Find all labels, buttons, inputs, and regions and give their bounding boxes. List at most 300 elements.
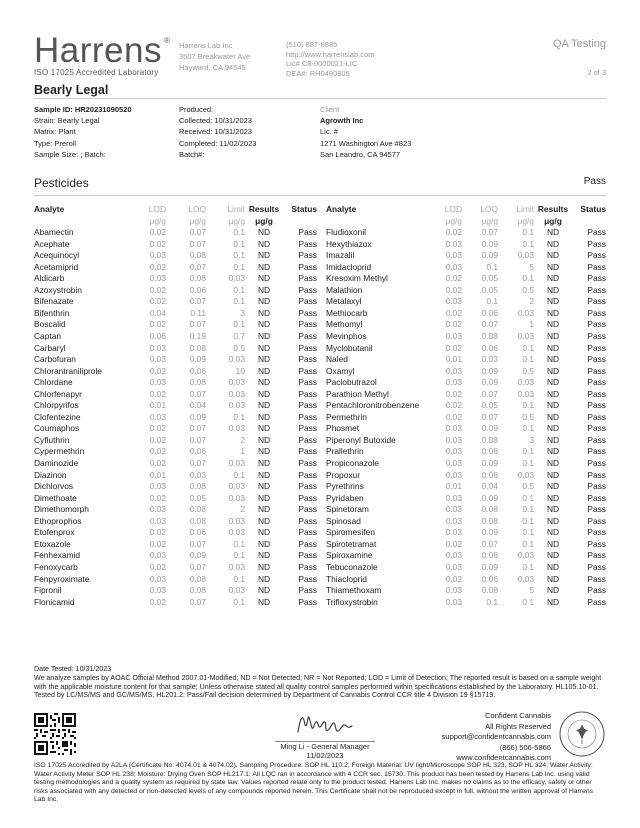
loq-cell: 0.07 [189,596,206,607]
logo-subtitle: ISO 17025 Accredited Laboratory [34,68,159,77]
lod-cell: 0.03 [149,354,166,365]
status-cell: Pass [587,423,606,434]
status-cell: Pass [587,250,606,261]
limit-cell: 0.03 [228,377,245,388]
limit-cell: 2 [240,504,245,515]
analyte-cell: Etoxazole [34,538,71,549]
limit-cell: 0.1 [522,446,534,457]
limit-cell: 0.1 [233,469,245,480]
section-title: Pesticides [34,176,89,190]
table-row [326,562,606,574]
analyte-cell: Acequinocyl [34,250,80,261]
lod-cell: 0.03 [445,434,462,445]
status-cell: Pass [298,365,317,376]
unit: μg/g [544,215,562,226]
status-cell: Pass [587,354,606,365]
status-cell: Pass [298,469,317,480]
pesticides-table-left [34,204,317,608]
confident-cannabis-seal-icon [558,710,606,758]
analyte-cell: Aldicarb [34,273,65,284]
lod-header: LOD [148,204,166,214]
table-row [34,227,317,239]
client-address-2: San Leandro, CA 94577 [320,149,401,159]
sign-date: 11/02/2023 [306,751,344,760]
limit-cell: 0.1 [522,400,534,411]
lod-cell: 0.03 [149,585,166,596]
result-cell: ND [257,423,271,434]
result-cell: ND [546,492,560,503]
dates-info [179,104,256,160]
unit: μg/g [481,215,498,226]
loq-cell: 0.07 [481,538,498,549]
limit-cell: 0.1 [522,538,534,549]
result-cell: ND [257,515,271,526]
analyte-cell: Dimethoate [34,492,77,503]
lab-name: Harrens Lab Inc [179,41,233,50]
lod-cell: 0.03 [445,504,462,515]
result-cell: ND [257,365,271,376]
unit: μg/g [517,215,534,226]
loq-header: LOQ [480,204,498,214]
status-cell: Pass [587,284,606,295]
lab-phone: (510) 887-8885 [286,40,338,49]
table-row [326,389,606,401]
method-notes: We analyze samples by AOAC Official Method 2007.01-Modified; ND = Not Detected; NR = Not Reported; LOD = Limit of Detection; The reported result is based on a sample weight with the applicable moisture content for that sample; Unless otherwise stated all quality control samples performed within specifications established by the Laboratory. HL105.10-01. Tested by LC/MS/MS and GC/MS/MS, HL201.2. Pass/Fail decision determined by Department of Cannabis Control CCR title 4 Division 19 §15719. [34,673,602,700]
loq-cell: 0.07 [481,227,498,238]
result-cell: ND [257,458,271,469]
loq-cell: 0.07 [189,434,206,445]
result-cell: ND [257,307,271,318]
status-cell: Pass [298,446,317,457]
loq-cell: 0.09 [481,561,498,572]
status-cell: Pass [587,331,606,342]
limit-cell: 5 [529,585,534,596]
status-cell: Pass [298,342,317,353]
status-cell: Pass [298,504,317,515]
limit-cell: 1 [529,319,534,330]
analyte-cell: Parathion Methyl [326,388,389,399]
table-row [34,504,317,516]
table-row [326,285,606,297]
lab-city: Hayward, CA 94545 [179,63,246,72]
lod-cell: 0.03 [445,365,462,376]
status-cell: Pass [587,573,606,584]
loq-cell: 0.06 [481,573,498,584]
lod-cell: 0.02 [149,284,166,295]
limit-cell: 0.1 [522,596,534,607]
result-cell: ND [546,273,560,284]
result-cell: ND [257,446,271,457]
analyte-cell: Phosmet [326,423,360,434]
limit-cell: 0.03 [228,527,245,538]
status-cell: Pass [298,250,317,261]
lab-address [179,40,250,73]
units-row [34,216,317,228]
harrens-logo [34,31,174,77]
result-cell: ND [546,319,560,330]
limit-cell: 0.5 [233,342,245,353]
status-cell: Pass [587,515,606,526]
loq-cell: 0.1 [486,596,498,607]
loq-cell: 0.09 [189,354,206,365]
loq-cell: 0.06 [189,527,206,538]
result-cell: ND [257,538,271,549]
analyte-cell: Clofentezine [34,411,81,422]
loq-cell: 0.07 [481,388,498,399]
analyte-cell: Spinetoram [326,504,369,515]
result-cell: ND [546,561,560,572]
result-cell: ND [546,261,560,272]
result-cell: ND [546,296,560,307]
result-cell: ND [257,469,271,480]
lod-cell: 0.02 [149,388,166,399]
lod-cell: 0.02 [149,365,166,376]
analyte-cell: Carbaryl [34,342,66,353]
loq-cell: 0.09 [189,550,206,561]
limit-cell: 0.03 [228,423,245,434]
table-row [34,273,317,285]
lod-cell: 0.02 [149,492,166,503]
result-cell: ND [257,434,271,445]
client-info [320,104,411,160]
lod-cell: 0.02 [149,319,166,330]
cc-name: Confident Cannabis [485,711,551,720]
analyte-cell: Malathion [326,284,363,295]
loq-cell: 0.08 [189,573,206,584]
analyte-cell: Ethoprophos [34,515,82,526]
report-header [34,30,606,82]
lod-cell: 0.02 [149,423,166,434]
status-cell: Pass [298,354,317,365]
lod-cell: 0.02 [445,400,462,411]
table-row [34,262,317,274]
cc-email[interactable]: support@confidentcannabis.com [441,732,551,741]
cc-phone: (866) 506-5866 [499,742,551,752]
table-row [326,539,606,551]
table-row [34,562,317,574]
result-cell: ND [546,227,560,238]
lod-cell: 0.01 [445,481,462,492]
result-cell: ND [257,342,271,353]
status-cell: Pass [298,331,317,342]
limit-cell: 0.1 [233,250,245,261]
loq-cell: 0.09 [481,458,498,469]
result-cell: ND [257,561,271,572]
loq-cell: 0.08 [189,515,206,526]
lod-cell: 0.03 [149,377,166,388]
table-row [34,296,317,308]
lod-cell: 0.03 [445,561,462,572]
lod-cell: 0.02 [445,538,462,549]
table-row [34,446,317,458]
table-row [326,423,606,435]
limit-cell: 0.1 [522,354,534,365]
status-cell: Pass [298,585,317,596]
strain: Strain: Bearly Legal [34,116,100,126]
lod-cell: 0.03 [445,596,462,607]
status-cell: Pass [298,573,317,584]
result-cell: ND [257,550,271,561]
lod-cell: 0.03 [149,342,166,353]
loq-cell: 0.08 [481,469,498,480]
table-row [34,331,317,343]
status-cell: Pass [298,538,317,549]
type: Type: Preroll [34,138,77,148]
loq-cell: 0.09 [481,377,498,388]
lod-cell: 0.03 [445,423,462,434]
loq-cell: 0.08 [189,481,206,492]
status-cell: Pass [298,388,317,399]
qr-code[interactable] [34,713,76,755]
table-row [34,239,317,251]
limit-cell: 0.1 [522,227,534,238]
loq-cell: 0.07 [189,538,206,549]
table-row [34,412,317,424]
limit-cell: 0.1 [522,515,534,526]
lod-cell: 0.03 [445,261,462,272]
table-row [34,585,317,597]
analyte-cell: Coumaphos [34,423,80,434]
status-cell: Pass [587,238,606,249]
result-cell: ND [257,388,271,399]
status-cell: Pass [298,561,317,572]
limit-cell: 0.1 [522,527,534,538]
result-cell: ND [257,411,271,422]
status-header: Status [580,204,606,214]
results-header: Results [537,204,569,214]
analyte-cell: Azoxystrobin [34,284,82,295]
analyte-cell: Diazinon [34,469,67,480]
result-cell: ND [257,596,271,607]
table-row [326,412,606,424]
lab-website[interactable]: http://www.harrenslab.com [286,49,375,59]
table-row [34,285,317,297]
lod-cell: 0.03 [445,527,462,538]
table-row [326,296,606,308]
limit-cell: 5 [529,261,534,272]
lod-cell: 0.02 [149,596,166,607]
analyte-cell: Methomyl [326,319,363,330]
qa-testing-label: QA Testing [553,38,606,50]
analyte-cell: Etofenprox [34,527,75,538]
analyte-cell: Carbofuran [34,354,76,365]
unit: μg/g [189,215,206,226]
lod-cell: 0.02 [149,446,166,457]
result-cell: ND [546,388,560,399]
result-cell: ND [257,377,271,388]
loq-cell: 0.08 [189,342,206,353]
status-cell: Pass [298,319,317,330]
result-cell: ND [257,585,271,596]
table-row [326,470,606,482]
loq-cell: 0.06 [481,307,498,318]
status-cell: Pass [587,411,606,422]
limit-cell: 3 [529,434,534,445]
limit-cell: 0.1 [233,261,245,272]
lod-cell: 0.02 [445,307,462,318]
result-cell: ND [257,261,271,272]
analyte-cell: Piperonyl Butoxide [326,434,396,445]
table-row [326,585,606,597]
analyte-cell: Daminozide [34,458,79,469]
analyte-cell: Cyfluthrin [34,434,70,445]
analyte-cell: Spinosad [326,515,361,526]
result-cell: ND [257,284,271,295]
status-cell: Pass [298,550,317,561]
table-row [326,331,606,343]
loq-cell: 0.05 [189,492,206,503]
limit-cell: 0.1 [522,342,534,353]
lod-cell: 0.03 [445,250,462,261]
analyte-cell: Pyridaben [326,492,364,503]
loq-cell: 0.05 [481,273,498,284]
result-cell: ND [257,331,271,342]
loq-cell: 0.09 [481,365,498,376]
table-row [34,481,317,493]
received: Received: 10/31/2023 [179,127,252,137]
loq-cell: 0.08 [481,504,498,515]
analyte-cell: Propiconazole [326,458,380,469]
analyte-cell: Chlorantraniliprole [34,365,102,376]
loq-cell: 0.08 [189,585,206,596]
result-cell: ND [546,458,560,469]
analyte-cell: Cypermethrin [34,446,85,457]
limit-cell: 0.03 [228,273,245,284]
limit-cell: 0.1 [233,319,245,330]
limit-cell: 0.5 [522,411,534,422]
signature-block [265,710,385,760]
result-cell: ND [257,250,271,261]
table-row [326,550,606,562]
result-cell: ND [546,515,560,526]
lod-cell: 0.03 [445,458,462,469]
status-cell: Pass [587,365,606,376]
lod-cell: 0.02 [149,458,166,469]
analyte-cell: Paclobutrazol [326,377,377,388]
loq-cell: 0.06 [189,446,206,457]
limit-cell: 0.03 [228,561,245,572]
lod-cell: 0.02 [149,527,166,538]
loq-cell: 0.1 [486,261,498,272]
produced: Produced: [179,105,214,114]
analyte-cell: Kresoxim Methyl [326,273,388,284]
lod-cell: 0.02 [445,573,462,584]
loq-cell: 0.09 [481,492,498,503]
result-cell: ND [546,238,560,249]
status-cell: Pass [298,261,317,272]
lod-cell: 0.03 [445,492,462,503]
limit-cell: 0.03 [228,400,245,411]
limit-cell: 0.1 [522,492,534,503]
limit-cell: 0.1 [233,238,245,249]
table-row [326,308,606,320]
table-row [34,250,317,262]
unit: μg/g [149,215,166,226]
cc-website[interactable]: www.confidentcannabis.com [456,753,551,762]
result-cell: ND [546,250,560,261]
result-cell: ND [546,538,560,549]
limit-header: Limit [227,204,245,214]
loq-cell: 0.04 [481,481,498,492]
loq-cell: 0.03 [481,354,498,365]
loq-cell: 0.08 [481,446,498,457]
loq-cell: 0.07 [481,411,498,422]
status-cell: Pass [587,538,606,549]
lod-cell: 0.03 [149,250,166,261]
lod-cell: 0.02 [149,261,166,272]
result-cell: ND [546,354,560,365]
lod-cell: 0.02 [445,284,462,295]
status-cell: Pass [298,527,317,538]
lod-cell: 0.03 [149,573,166,584]
loq-cell: 0.03 [189,469,206,480]
result-cell: ND [546,446,560,457]
table-row [34,516,317,528]
result-cell: ND [546,400,560,411]
loq-cell: 0.07 [189,458,206,469]
lod-cell: 0.02 [445,342,462,353]
matrix: Matrix: Plant [34,127,76,137]
lod-cell: 0.03 [445,377,462,388]
loq-cell: 0.07 [189,238,206,249]
analyte-cell: Acephate [34,238,70,249]
batch: Batch#: [179,149,205,159]
status-cell: Pass [587,492,606,503]
table-row [326,239,606,251]
result-cell: ND [257,400,271,411]
test-notes [34,665,606,700]
limit-cell: 0.03 [517,388,534,399]
status-cell: Pass [298,423,317,434]
loq-cell: 0.08 [481,585,498,596]
status-cell: Pass [587,596,606,607]
analyte-cell: Acetamiprid [34,261,79,272]
lod-cell: 0.03 [445,446,462,457]
loq-cell: 0.1 [486,296,498,307]
status-cell: Pass [587,481,606,492]
analyte-cell: Tebuconazole [326,561,378,572]
status-cell: Pass [298,596,317,607]
status-cell: Pass [587,561,606,572]
result-cell: ND [546,411,560,422]
limit-cell: 0.5 [522,284,534,295]
limit-cell: 0.1 [233,573,245,584]
section-status: Pass [583,176,606,187]
limit-cell: 0.1 [233,296,245,307]
table-row [326,493,606,505]
limit-cell: 0.03 [517,331,534,342]
lod-cell: 0.03 [149,504,166,515]
analyte-cell: Imidacloprid [326,261,372,272]
lod-cell: 0.02 [445,388,462,399]
lod-cell: 0.03 [445,550,462,561]
result-cell: ND [257,354,271,365]
analyte-cell: Captan [34,331,62,342]
table-row [326,366,606,378]
loq-header: LOQ [188,204,206,214]
lod-cell: 0.02 [149,561,166,572]
lod-cell: 0.02 [445,411,462,422]
table-header-row [326,204,606,216]
loq-cell: 0.09 [189,411,206,422]
limit-cell: 0.03 [517,469,534,480]
analyte-cell: Bifenazate [34,296,74,307]
table-row [34,400,317,412]
lod-cell: 0.06 [149,331,166,342]
table-row [326,597,606,609]
analyte-cell: Fipronil [34,585,62,596]
table-row [34,354,317,366]
